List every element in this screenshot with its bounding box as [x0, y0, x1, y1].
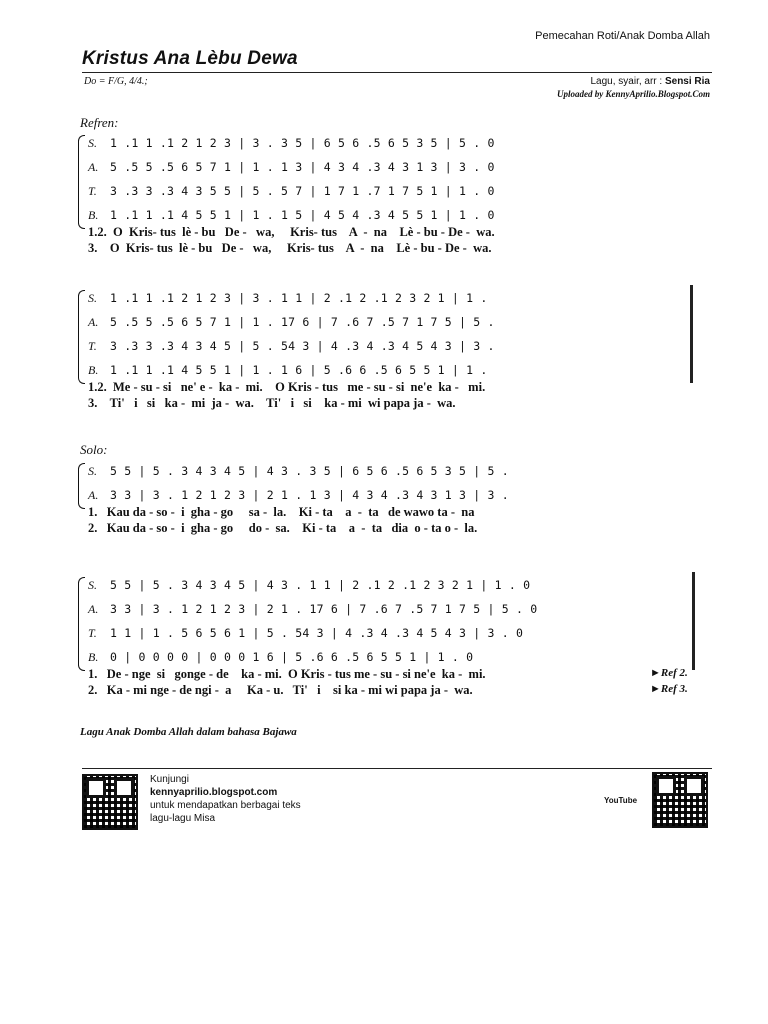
voice-label-t: T. [88, 339, 97, 353]
bass-notes: 0 | 0 0 0 0 | 0 0 0 1 6 | 5 .6 6 .5 6 5 5 1 | 1 . 0 [110, 650, 474, 664]
voice-label-s: S. [88, 578, 97, 592]
voice-label-b: B. [88, 650, 99, 664]
voice-label-s: S. [88, 291, 97, 305]
tenor-notes: 3 .3 3 .3 4 3 4 5 | 5 . 54 3 | 4 .3 4 .3 4 5 4 3 | 3 . [110, 339, 495, 353]
credit-prefix: Lagu, syair, arr : [590, 76, 663, 87]
lyric-line: 1.2. Me - su - si ne' e - ka - mi. O Kris - tus me - su - si ne'e ka - mi. [88, 380, 486, 394]
refrain-system-1 [78, 130, 698, 260]
alto-notes: 3 3 | 3 . 1 2 1 2 3 | 2 1 . 17 6 | 7 .6 7 .5 7 1 7 5 | 5 . 0 [110, 602, 538, 616]
qr-code-right [652, 772, 708, 828]
alto-notes: 3 3 | 3 . 1 2 1 2 3 | 2 1 . 1 3 | 4 3 4 .3 4 3 1 3 | 3 . [110, 488, 509, 502]
voice-label-s: S. [88, 136, 97, 150]
alto-notes: 5 .5 5 .5 6 5 7 1 | 1 . 17 6 | 7 .6 7 .5 7 1 7 5 | 5 . [110, 315, 495, 329]
bass-notes: 1 .1 1 .1 4 5 5 1 | 1 . 1 6 | 5 .6 6 .5 6 5 5 1 | 1 . [110, 363, 488, 377]
voice-label-a: A. [88, 602, 99, 616]
song-category: Pemecahan Roti/Anak Domba Allah [535, 30, 710, 42]
tenor-notes: 1 1 | 1 . 5 6 5 6 1 | 5 . 54 3 | 4 .3 4 .3 4 5 4 3 | 3 . 0 [110, 626, 524, 640]
song-title: Kristus Ana Lèbu Dewa [82, 48, 298, 69]
voice-label-b: B. [88, 363, 99, 377]
system-bracket [78, 577, 85, 671]
key-signature: Do = F/G, 4/4.; [84, 76, 148, 87]
refrain-system-2 [78, 285, 698, 415]
lyric-line: 2. Kau da - so - i gha - go do - sa. Ki - ta a - ta dia o - ta o - la. [88, 521, 478, 535]
solo-label: Solo: [80, 442, 108, 457]
lyric-line: 1.2. O Kris- tus lè - bu De - wa, Kris- tus A - na Lè - bu - De - wa. [88, 225, 495, 239]
youtube-label: YouTube [604, 796, 638, 805]
ref-marker: ►Ref 2. [650, 667, 688, 679]
end-barline [692, 572, 695, 670]
lyric-line: 3. O Kris- tus lè - bu De - wa, Kris- tus A - na Lè - bu - De - wa. [88, 241, 492, 255]
tenor-notes: 3 .3 3 .3 4 3 5 5 | 5 . 5 7 | 1 7 1 .7 1 7 5 1 | 1 . 0 [110, 184, 495, 198]
uploaded-by: Uploaded by KennyAprilio.Blogspot.Com [556, 89, 710, 99]
footer-rule [82, 768, 712, 769]
visit-desc: lagu-lagu Misa [150, 813, 216, 824]
system-bracket [78, 463, 85, 509]
lyric-line: 1. Kau da - so - i gha - go sa - la. Ki - ta a - ta de wawo ta - na [88, 505, 475, 519]
voice-label-a: A. [88, 315, 99, 329]
footnote: Lagu Anak Domba Allah dalam bahasa Bajawa [80, 726, 297, 738]
lyric-line: 1. De - nge si gonge - de ka - mi. O Kris - tus me - su - si ne'e ka - mi. [88, 667, 486, 681]
lyric-line: 2. Ka - mi nge - de ngi - a Ka - u. Ti' i si ka - mi wi papa ja - wa. [88, 683, 473, 697]
voice-label-a: A. [88, 160, 99, 174]
system-bracket [78, 290, 85, 384]
title-rule [82, 72, 712, 73]
visit-label: Kunjungi [150, 774, 189, 785]
blog-url[interactable]: kennyaprilio.blogspot.com [150, 787, 278, 798]
voice-label-t: T. [88, 184, 97, 198]
credit [420, 76, 710, 87]
soprano-notes: 1 .1 1 .1 2 1 2 3 | 3 . 3 5 | 6 5 6 .5 6 5 3 5 | 5 . 0 [110, 136, 495, 150]
system-bracket [78, 135, 85, 229]
visit-block [150, 773, 301, 825]
bass-notes: 1 .1 1 .1 4 5 5 1 | 1 . 1 5 | 4 5 4 .3 4 5 5 1 | 1 . 0 [110, 208, 495, 222]
alto-notes: 5 .5 5 .5 6 5 7 1 | 1 . 1 3 | 4 3 4 .3 4 3 1 3 | 3 . 0 [110, 160, 495, 174]
visit-desc: untuk mendapatkan berbagai teks [150, 800, 301, 811]
qr-code-left [82, 774, 138, 830]
refrain-label: Refren: [80, 115, 119, 130]
end-barline [690, 285, 693, 383]
ref-marker: ►Ref 3. [650, 683, 688, 695]
solo-system-2 [78, 572, 698, 702]
solo-system-1 [78, 458, 698, 538]
lyric-line: 3. Ti' i si ka - mi ja - wa. Ti' i si ka - mi wi papa ja - wa. [88, 396, 456, 410]
soprano-notes: 5 5 | 5 . 3 4 3 4 5 | 4 3 . 1 1 | 2 .1 2 .1 2 3 2 1 | 1 . 0 [110, 578, 531, 592]
voice-label-s: S. [88, 464, 97, 478]
voice-label-t: T. [88, 626, 97, 640]
soprano-notes: 1 .1 1 .1 2 1 2 3 | 3 . 1 1 | 2 .1 2 .1 2 3 2 1 | 1 . [110, 291, 488, 305]
voice-label-b: B. [88, 208, 99, 222]
credit-name: Sensi Ria [664, 76, 710, 87]
voice-label-a: A. [88, 488, 99, 502]
soprano-notes: 5 5 | 5 . 3 4 3 4 5 | 4 3 . 3 5 | 6 5 6 .5 6 5 3 5 | 5 . [110, 464, 509, 478]
